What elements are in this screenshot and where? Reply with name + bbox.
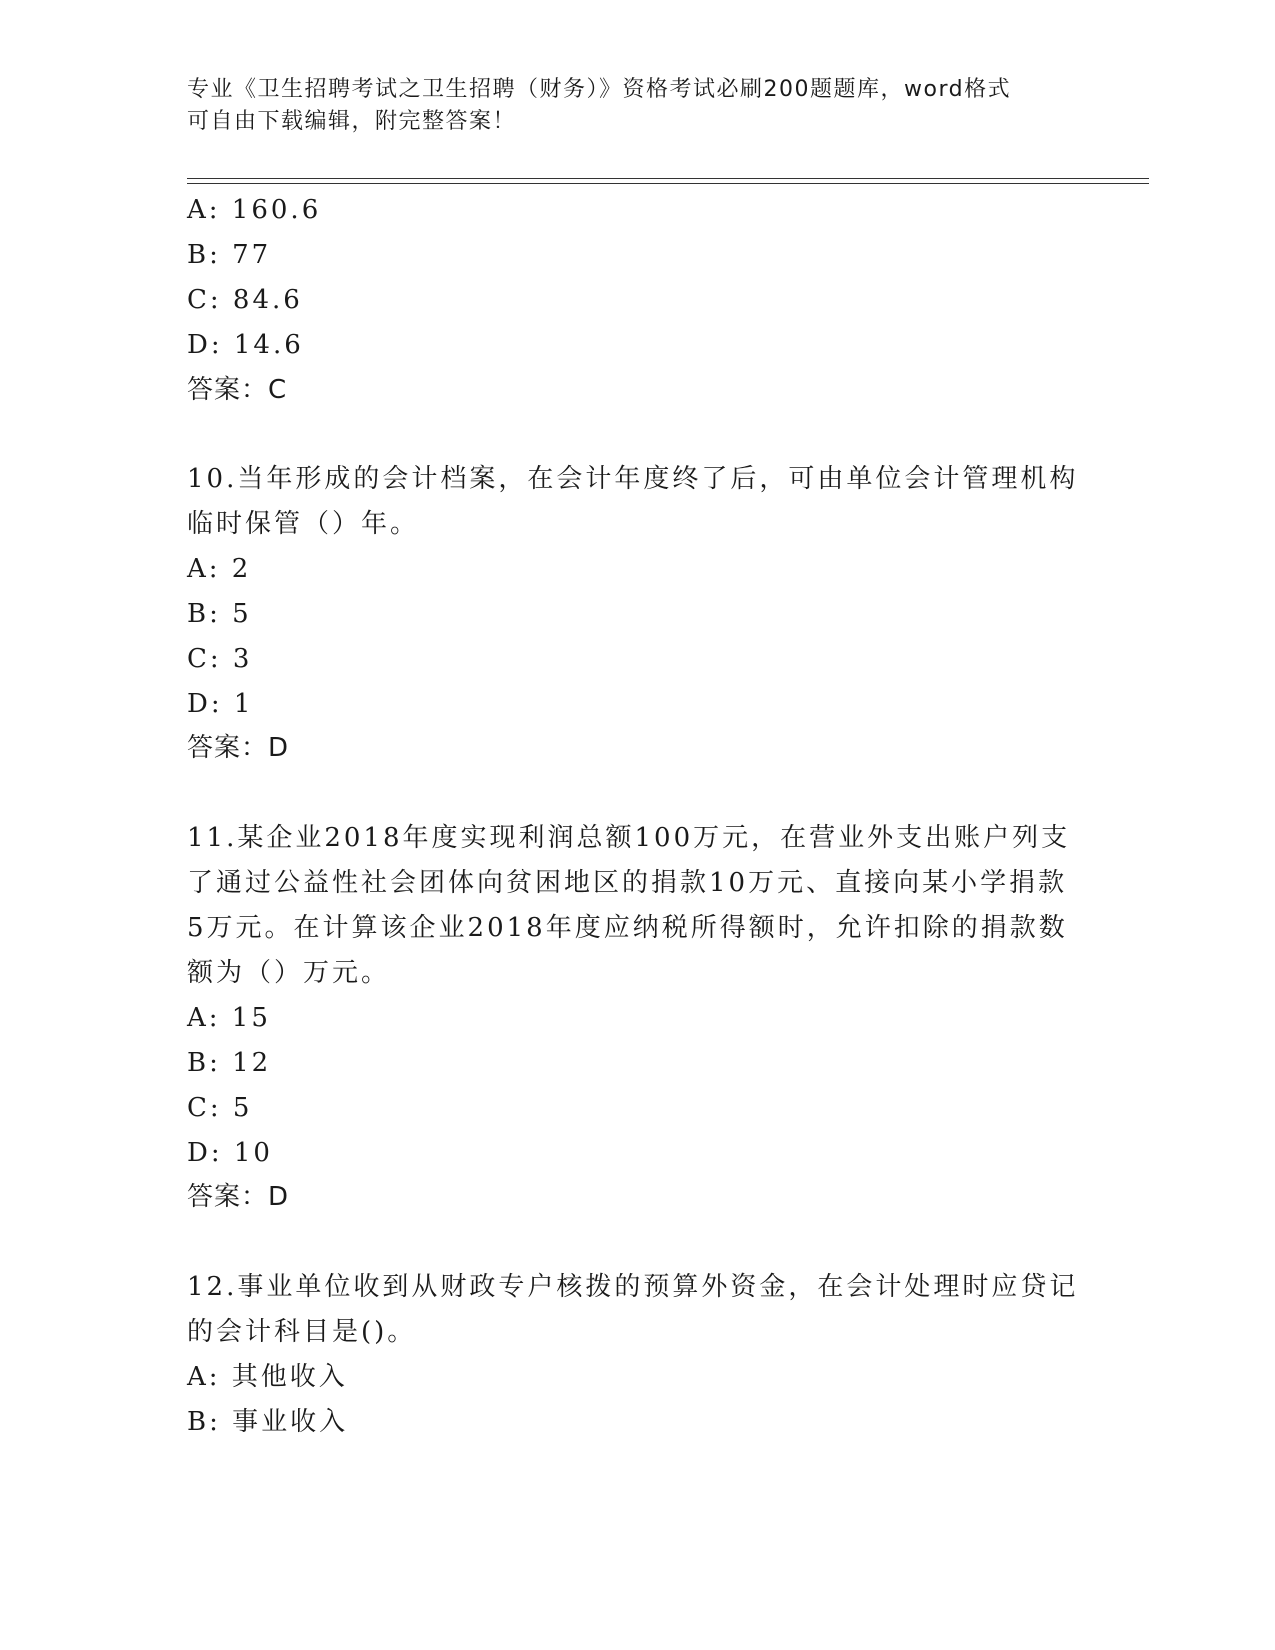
q11-option-b: B: 12 [187,1048,272,1078]
q11-text-line-4: 额为（）万元。 [187,958,391,988]
header-divider-top [187,178,1149,179]
q10-option-c: C: 3 [187,644,253,674]
q10-text-line-1: 10.当年形成的会计档案，在会计年度终了后，可由单位会计管理机构 [187,464,1079,494]
q11-option-c: C: 5 [187,1093,253,1123]
q9-option-c: C: 84.6 [187,285,303,315]
q11-answer: 答案：D [187,1182,290,1212]
header-divider-bottom [187,183,1149,184]
q10-option-a: A: 2 [187,554,252,584]
header-line-2: 可自由下载编辑，附完整答案！ [187,109,517,134]
q11-option-d: D: 10 [187,1138,273,1168]
q10-option-b: B: 5 [187,599,252,629]
q12-text-line-2: 的会计科目是()。 [187,1317,417,1347]
q11-text-line-3: 5万元。在计算该企业2018年度应纳税所得额时，允许扣除的捐款数 [187,913,1068,943]
q12-option-b: B: 事业收入 [187,1407,349,1437]
q12-option-a: A: 其他收入 [187,1362,348,1392]
q10-text-line-2: 临时保管（）年。 [187,509,420,539]
q9-option-d: D: 14.6 [187,330,304,360]
header-line-1: 专业《卫生招聘考试之卫生招聘（财务）》资格考试必刷200题题库，word格式 [187,77,1012,102]
q10-option-d: D: 1 [187,689,254,719]
q11-text-line-2: 了通过公益性社会团体向贫困地区的捐款10万元、直接向某小学捐款 [187,868,1068,898]
q11-option-a: A: 15 [187,1003,271,1033]
document-header [187,74,1087,138]
q9-answer: 答案：C [187,375,288,405]
q9-option-b: B: 77 [187,240,272,270]
q12-text-line-1: 12.事业单位收到从财政专户核拨的预算外资金，在会计处理时应贷记 [187,1272,1079,1302]
q11-text-line-1: 11.某企业2018年度实现利润总额100万元，在营业外支出账户列支 [187,823,1071,853]
q9-option-a: A: 160.6 [187,195,322,225]
q10-answer: 答案：D [187,733,290,763]
